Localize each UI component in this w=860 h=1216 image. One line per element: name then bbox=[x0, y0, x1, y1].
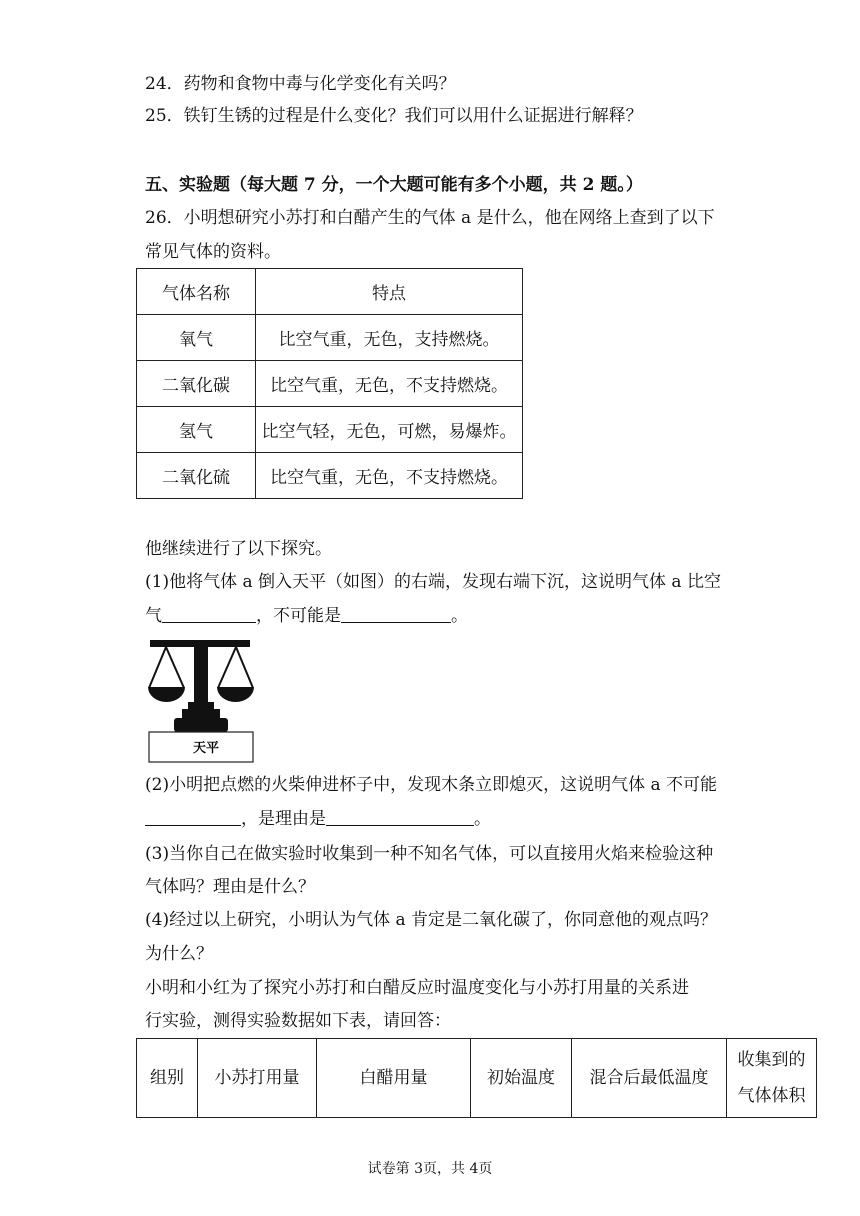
balance-label: 天平 bbox=[192, 741, 220, 756]
table-row bbox=[137, 315, 523, 361]
gas-info-table bbox=[136, 268, 523, 499]
part-2-middle: ，是理由是 bbox=[241, 809, 326, 829]
table-cell: 比空气重，无色，不支持燃烧。 bbox=[256, 453, 523, 499]
answer-blank[interactable] bbox=[326, 807, 474, 826]
table-cell: 比空气轻，无色，可燃，易爆炸。 bbox=[256, 407, 523, 453]
section-heading: 五、实验题（每大题 7 分，一个大题可能有多个小题，共 2 题。） bbox=[145, 175, 643, 195]
part-2-suffix: 。 bbox=[474, 809, 491, 829]
answer-blank[interactable] bbox=[162, 604, 256, 623]
table-row bbox=[137, 453, 523, 499]
table-cell: 比空气重，无色，支持燃烧。 bbox=[256, 315, 523, 361]
part-1-text: (1)他将气体 a 倒入天平（如图）的右端，发现右端下沉，这说明气体 a 比空 bbox=[145, 572, 721, 592]
table-header-cell: 小苏打用量 bbox=[198, 1039, 317, 1118]
table-header-cell: 特点 bbox=[256, 269, 523, 315]
question-24: 24．药物和食物中毒与化学变化有关吗？ bbox=[145, 74, 456, 94]
table-cell: 比空气重，无色，不支持燃烧。 bbox=[256, 361, 523, 407]
table-row bbox=[137, 407, 523, 453]
table-header-cell: 组别 bbox=[137, 1039, 198, 1118]
page-footer: 试卷第 3页，共 4页 bbox=[367, 1161, 493, 1177]
balance-scale-image bbox=[146, 640, 256, 766]
table-row bbox=[137, 361, 523, 407]
question-26-intro: 26．小明想研究小苏打和白醋产生的气体 a 是什么，他在网络上查到了以下 bbox=[145, 208, 715, 228]
table-header-cell: 混合后最低温度 bbox=[572, 1039, 727, 1118]
part-4-text: (4)经过以上研究，小明认为气体 a 肯定是二氧化碳了，你同意他的观点吗？ bbox=[145, 910, 718, 930]
part-1-prefix: 气 bbox=[145, 606, 162, 626]
experiment-data-table bbox=[136, 1038, 817, 1118]
part-1-suffix: 。 bbox=[451, 606, 468, 626]
part-3-text: (3)当你自己在做实验时收集到一种不知名气体，可以直接用火焰来检验这种 bbox=[145, 844, 714, 864]
table-cell: 二氧化碳 bbox=[137, 361, 256, 407]
answer-blank[interactable] bbox=[341, 604, 451, 623]
question-27-intro: 小明和小红为了探究小苏打和白醋反应时温度变化与小苏打用量的关系进 bbox=[145, 978, 689, 998]
part-1-middle: ，不可能是 bbox=[256, 606, 341, 626]
table-header-cell: 白醋用量 bbox=[317, 1039, 471, 1118]
table-header-row bbox=[137, 1039, 817, 1118]
part-4-text-cont: 为什么？ bbox=[145, 944, 213, 964]
table-header-cell: 收集到的气体体积 bbox=[727, 1039, 817, 1118]
table-header-cell: 初始温度 bbox=[471, 1039, 572, 1118]
part-2-text-cont bbox=[145, 807, 491, 831]
continue-text: 他继续进行了以下探究。 bbox=[145, 539, 332, 559]
table-header-cell: 气体名称 bbox=[137, 269, 256, 315]
table-cell: 二氧化硫 bbox=[137, 453, 256, 499]
part-3-text-cont: 气体吗？理由是什么？ bbox=[145, 877, 315, 897]
table-cell: 氢气 bbox=[137, 407, 256, 453]
part-1-text-cont bbox=[145, 604, 468, 628]
question-27-intro-cont: 行实验，测得实验数据如下表，请回答： bbox=[145, 1011, 451, 1031]
answer-blank[interactable] bbox=[145, 807, 241, 826]
question-25: 25．铁钉生锈的过程是什么变化？我们可以用什么证据进行解释？ bbox=[145, 106, 643, 126]
question-26-intro-cont: 常见气体的资料。 bbox=[145, 242, 281, 262]
table-header-row bbox=[137, 269, 523, 315]
part-2-text: (2)小明把点燃的火柴伸进杯子中，发现木条立即熄灭，这说明气体 a 不可能 bbox=[145, 775, 718, 795]
table-cell: 氧气 bbox=[137, 315, 256, 361]
